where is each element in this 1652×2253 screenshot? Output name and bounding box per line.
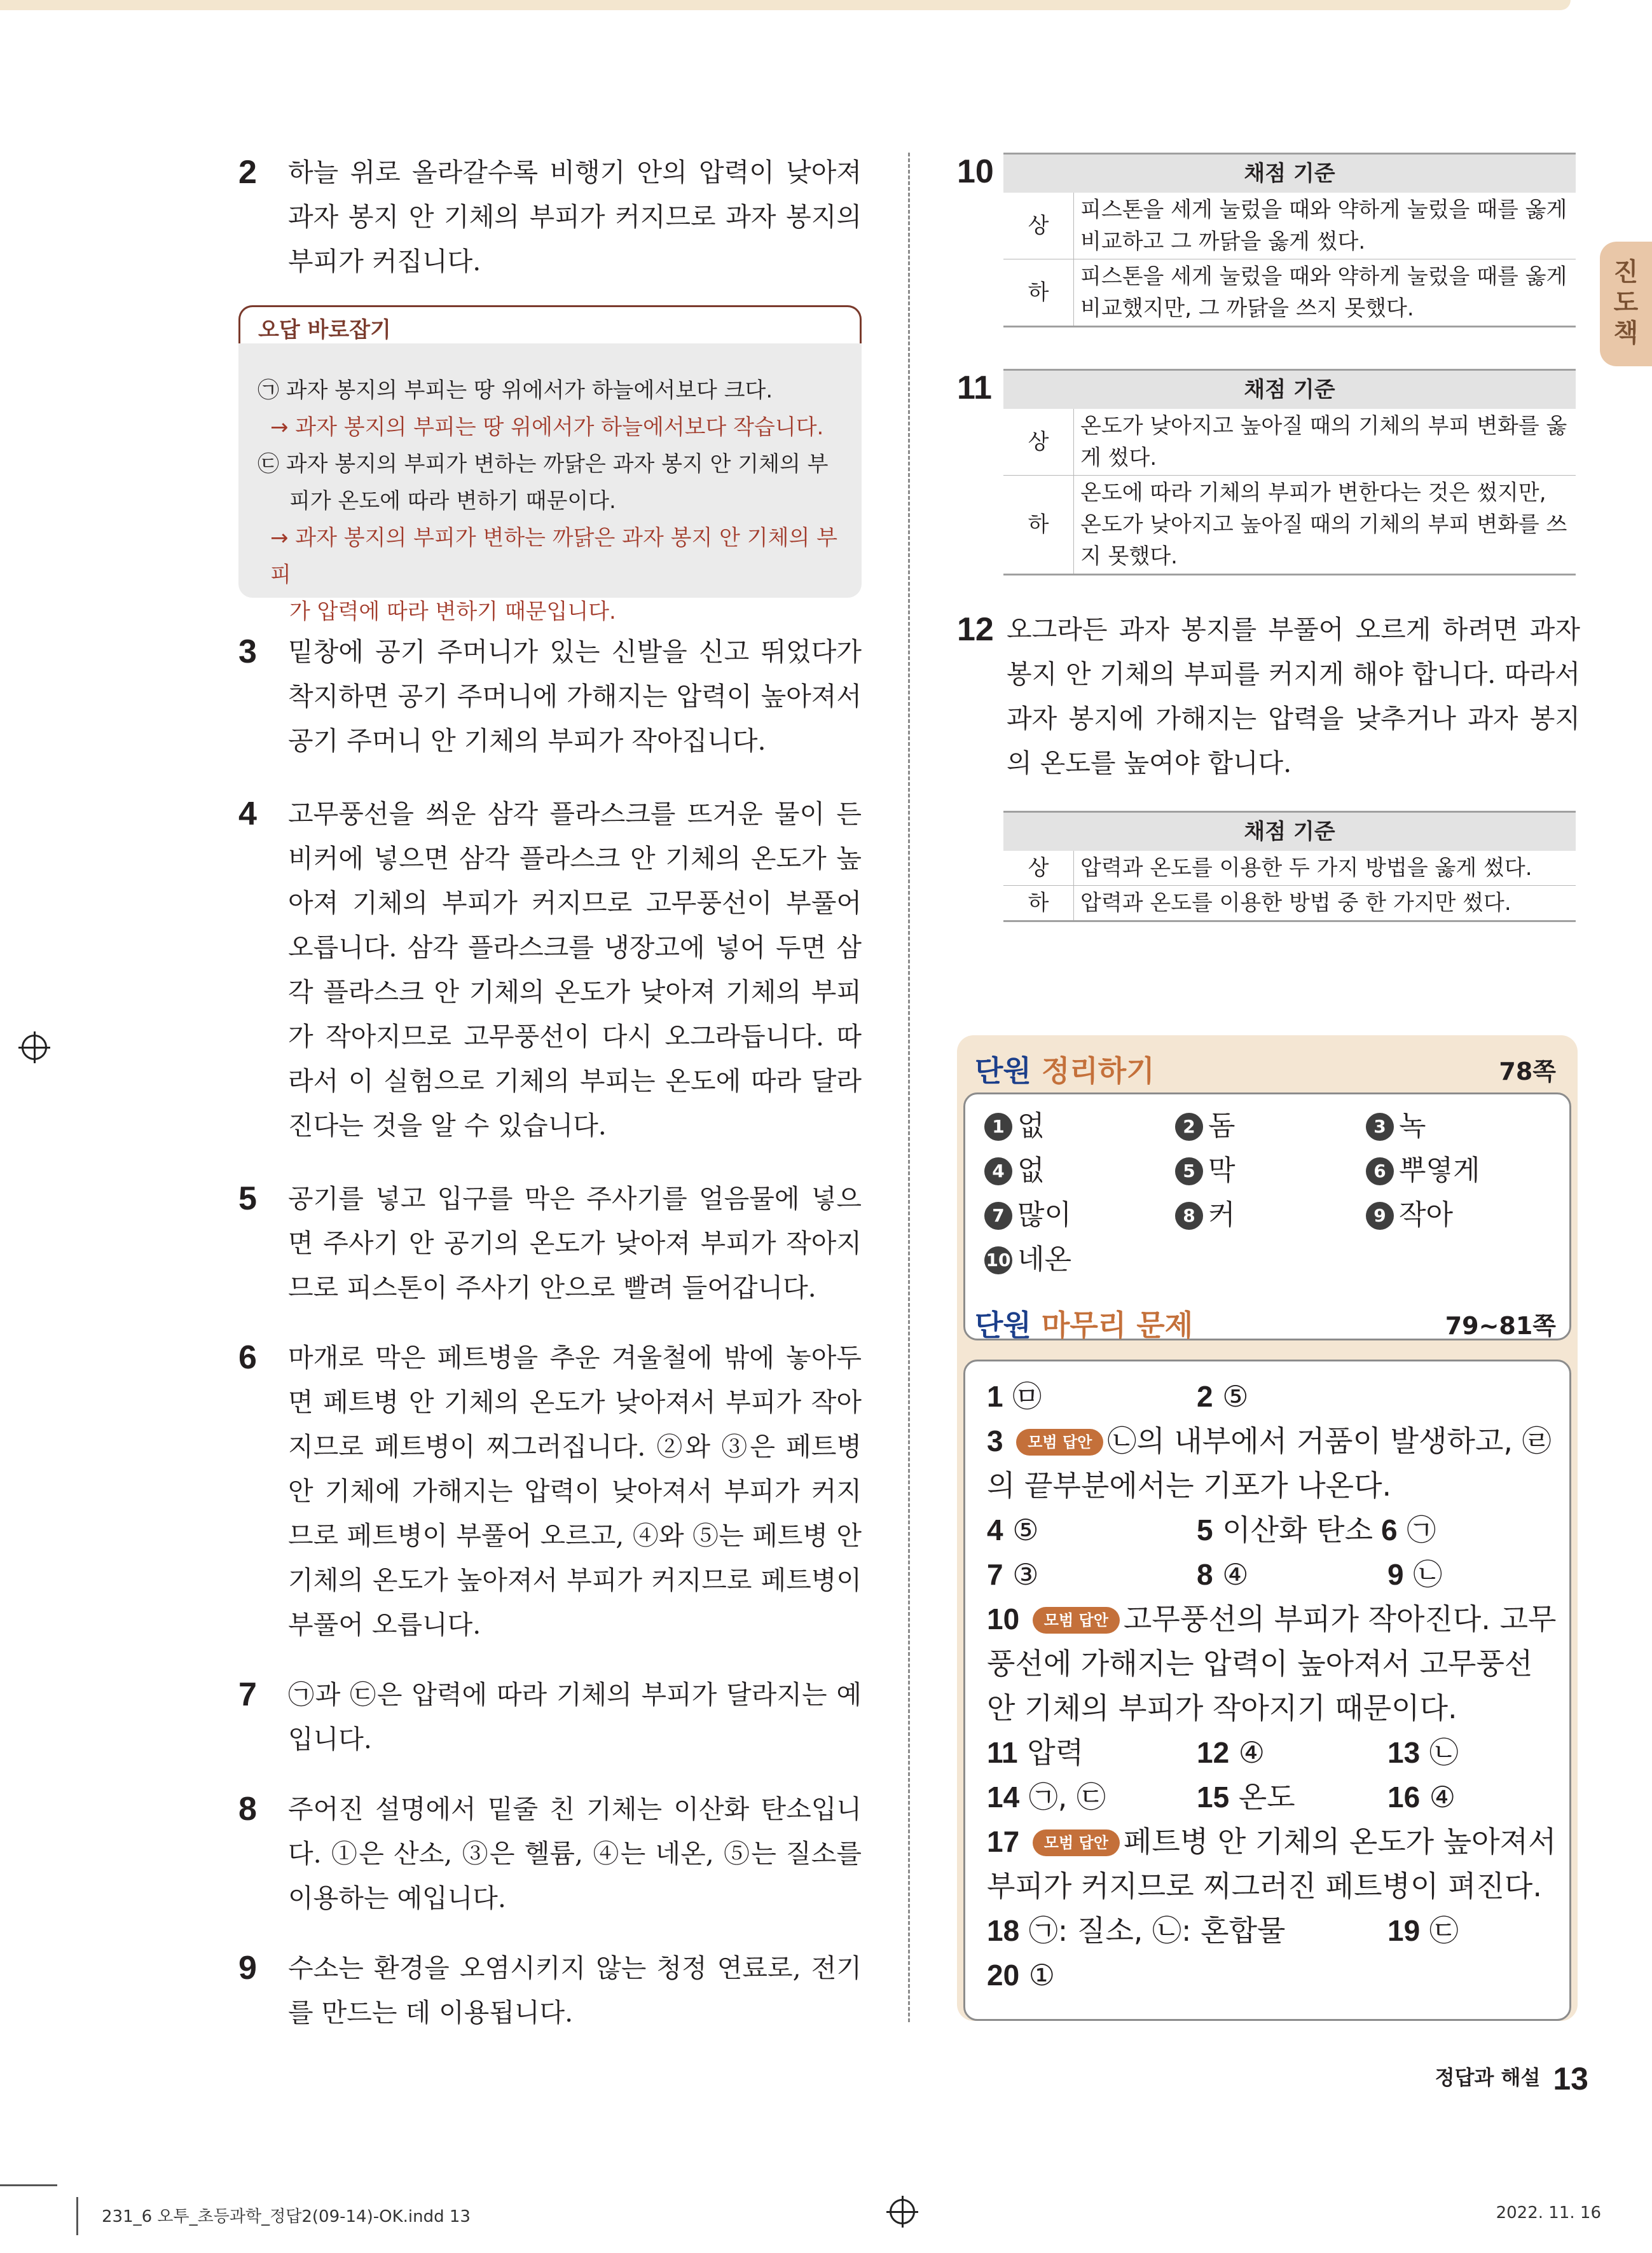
fix-box-header bbox=[238, 305, 862, 343]
level: 하 bbox=[1003, 476, 1074, 575]
page-footer bbox=[1435, 2060, 1588, 2097]
summary-item bbox=[1175, 1107, 1236, 1145]
fix-line: 피가 온도에 따라 변하기 때문이다. bbox=[289, 488, 616, 514]
answer-number: 15 bbox=[1197, 1781, 1230, 1814]
item-text: 오그라든 과자 봉지를 부풀어 오르게 하려면 과자 봉지 안 기체의 부피를 커지게 해야 합니다. 따라서 과자 봉지에 가해지는 압력을 낮추거나 과자 봉지의 온도를 높여야 합니다. bbox=[1007, 614, 1580, 778]
fix-line: ㉠ 과자 봉지의 부피는 땅 위에서가 하늘에서보다 크다. bbox=[258, 378, 773, 403]
item-text: 주어진 설명에서 밑줄 친 기체는 이산화 탄소입니다. ①은 산소, ③은 헬륨, ④는 네온, ⑤는 질소를 이용하는 예입니다. bbox=[288, 1794, 862, 1913]
answer-number: 13 bbox=[1387, 1736, 1421, 1769]
number-badge: 6 bbox=[1366, 1157, 1394, 1185]
footer-label: 정답과 해설 bbox=[1435, 2065, 1541, 2090]
summary-value: 돔 bbox=[1208, 1110, 1236, 1142]
summary-item bbox=[1175, 1152, 1236, 1190]
criteria-text: 압력과 온도를 이용한 두 가지 방법을 옳게 썼다. bbox=[1074, 851, 1576, 886]
item-text: 마개로 막은 페트병을 추운 겨울철에 밖에 놓아두면 페트병 안 기체의 온도가 낮아져서 부피가 작아지므로 페트병이 찌그러집니다. ②와 ③은 페트병 안 기체에 가해지는 압력이 낮아져서 부피가 커지므로 페트병이 부풀어 오르고, ④와 ⑤는 페트병 안 기체의 온도가 높아져서 부피가 커지므로 페트병이 부풀어 오릅니다. bbox=[288, 1342, 862, 1640]
unit-label: 단원 bbox=[975, 1308, 1031, 1342]
answer-number: 8 bbox=[1197, 1558, 1213, 1591]
answer-row bbox=[987, 1419, 1559, 1508]
level: 상 bbox=[1003, 193, 1074, 259]
number-badge: 8 bbox=[1175, 1202, 1203, 1230]
registration-mark-icon bbox=[890, 2199, 915, 2224]
answer-value: ㉡의 내부에서 거품이 발생하고, ㉣의 끝부분에서는 기포가 나온다. bbox=[987, 1424, 1552, 1503]
answer-value: ⑤ bbox=[1012, 1513, 1039, 1547]
criteria-text: 온도에 따라 기체의 부피가 변한다는 것은 썼지만, 온도가 낮아지고 높아질 때의 기체의 부피 변화를 쓰지 못했다. bbox=[1074, 476, 1576, 575]
number-badge: 5 bbox=[1175, 1157, 1203, 1185]
summary-item bbox=[984, 1152, 1045, 1190]
item-text: 밑창에 공기 주머니가 있는 신발을 신고 뛰었다가 착지하면 공기 주머니에 가해지는 압력이 높아져서 공기 주머니 안 기체의 부피가 작아집니다. bbox=[288, 637, 862, 756]
level: 상 bbox=[1003, 409, 1074, 476]
item-text: ㉠과 ㉢은 압력에 따라 기체의 부피가 달라지는 예입니다. bbox=[288, 1679, 862, 1754]
review-page: 79~81쪽 bbox=[1445, 1312, 1556, 1340]
answer-number: 10 bbox=[987, 1602, 1020, 1636]
number-badge: 2 bbox=[1175, 1113, 1203, 1141]
summary-value: 뿌옇게 bbox=[1399, 1154, 1480, 1187]
item-number: 4 bbox=[238, 796, 257, 832]
answer-item-4 bbox=[238, 792, 862, 1148]
level: 상 bbox=[1003, 851, 1074, 886]
answer-value: ⑤ bbox=[1222, 1379, 1249, 1414]
answer-number: 2 bbox=[1197, 1380, 1213, 1413]
answer-item-8 bbox=[238, 1787, 862, 1920]
print-date: 2022. 11. 16 bbox=[1496, 2203, 1601, 2222]
summary-value: 많이 bbox=[1017, 1199, 1072, 1231]
level: 하 bbox=[1003, 259, 1074, 327]
model-answer-badge: 모범 답안 bbox=[1016, 1429, 1103, 1456]
answer-number: 11 bbox=[987, 1736, 1018, 1769]
answer-number: 18 bbox=[987, 1914, 1020, 1947]
criteria-table-10 bbox=[1003, 153, 1576, 327]
answer-value: ㉠, ㉢ bbox=[1028, 1780, 1106, 1814]
answer-number: 4 bbox=[987, 1513, 1003, 1547]
answer-number: 9 bbox=[1387, 1558, 1404, 1591]
summary-heading bbox=[975, 1048, 1155, 1090]
item-number: 3 bbox=[238, 633, 257, 670]
summary-value: 없 bbox=[1017, 1110, 1045, 1142]
file-slug: 231_6 오투_초등과학_정답2(09-14)-OK.indd 13 bbox=[102, 2207, 471, 2226]
unit-review-box bbox=[957, 1035, 1578, 2021]
answer-number: 5 bbox=[1197, 1513, 1213, 1547]
item-text: 고무풍선을 씌운 삼각 플라스크를 뜨거운 물이 든 비커에 넣으면 삼각 플라스크 안 기체의 온도가 높아져 기체의 부피가 커지므로 고무풍선이 부풀어 오릅니다. 삼각 플라스크를 냉장고에 넣어 두면 삼각 플라스크 안 기체의 온도가 낮아져 기체의 부피가 작아지므로 고무풍선이 다시 오그라듭니다. 따라서 이 실험으로 기체의 부피는 온도에 따라 달라진다는 것을 알 수 있습니다. bbox=[288, 799, 862, 1141]
summary-value: 막 bbox=[1208, 1154, 1236, 1187]
answer-row bbox=[987, 1730, 1559, 1775]
answer-row bbox=[987, 1508, 1559, 1552]
answer-value: 이산화 탄소 bbox=[1222, 1513, 1373, 1547]
crop-mark bbox=[76, 2197, 78, 2235]
answer-value: ㉢ bbox=[1429, 1913, 1459, 1948]
number-badge: 3 bbox=[1366, 1113, 1394, 1141]
question-number-10: 10 bbox=[957, 153, 994, 190]
item-number: 8 bbox=[238, 1791, 257, 1828]
registration-mark-icon bbox=[22, 1035, 47, 1060]
summary-item bbox=[984, 1196, 1071, 1234]
model-answer-badge: 모범 답안 bbox=[1033, 1829, 1120, 1856]
answer-row bbox=[987, 1953, 1559, 1997]
summary-value: 없 bbox=[1017, 1154, 1045, 1187]
answer-number: 14 bbox=[987, 1781, 1020, 1814]
answer-row bbox=[987, 1552, 1559, 1597]
number-badge: 4 bbox=[984, 1157, 1012, 1185]
number-badge: 9 bbox=[1366, 1202, 1394, 1230]
answer-row bbox=[987, 1374, 1559, 1419]
answer-row bbox=[987, 1775, 1559, 1819]
criteria-header: 채점 기준 bbox=[1003, 154, 1576, 193]
item-number: 5 bbox=[238, 1180, 257, 1217]
number-badge: 7 bbox=[984, 1202, 1012, 1230]
summary-title: 정리하기 bbox=[1041, 1054, 1155, 1088]
review-panel bbox=[963, 1360, 1571, 2021]
answer-number: 1 bbox=[987, 1380, 1003, 1413]
summary-item bbox=[1175, 1196, 1236, 1234]
model-answer-badge: 모범 답안 bbox=[1033, 1607, 1120, 1634]
answer-item-2 bbox=[238, 150, 862, 284]
answer-number: 6 bbox=[1381, 1513, 1398, 1547]
fix-correction: 가 압력에 따라 변하기 때문입니다. bbox=[289, 599, 616, 624]
criteria-text: 압력과 온도를 이용한 방법 중 한 가지만 썼다. bbox=[1074, 886, 1576, 921]
summary-value: 녹 bbox=[1399, 1110, 1426, 1142]
item-text: 수소는 환경을 오염시키지 않는 청정 연료로, 전기를 만드는 데 이용됩니다. bbox=[288, 1953, 862, 2028]
summary-value: 작아 bbox=[1399, 1199, 1454, 1231]
question-number-11: 11 bbox=[957, 369, 992, 406]
item-text: 하늘 위로 올라갈수록 비행기 안의 압력이 낮아져 과자 봉지 안 기체의 부피가 커지므로 과자 봉지의 부피가 커집니다. bbox=[288, 157, 862, 277]
top-band bbox=[0, 0, 1571, 10]
criteria-text: 피스톤을 세게 눌렀을 때와 약하게 눌렀을 때를 옳게 비교했지만, 그 까닭을 쓰지 못했다. bbox=[1074, 259, 1576, 327]
criteria-text: 피스톤을 세게 눌렀을 때와 약하게 눌렀을 때를 옳게 비교하고 그 까닭을 옳게 썼다. bbox=[1074, 193, 1576, 259]
fix-box-body bbox=[258, 372, 849, 630]
answer-item-5 bbox=[238, 1176, 862, 1310]
review-title: 마무리 문제 bbox=[1041, 1308, 1194, 1342]
level: 하 bbox=[1003, 886, 1074, 921]
fix-box bbox=[238, 305, 862, 624]
answer-item-3 bbox=[238, 630, 862, 763]
answer-value: ④ bbox=[1429, 1780, 1456, 1814]
fix-box-title: 오답 바로잡기 bbox=[258, 317, 391, 343]
answer-number: 17 bbox=[987, 1825, 1020, 1858]
answer-row bbox=[987, 1908, 1559, 1953]
answer-number: 3 bbox=[987, 1424, 1003, 1457]
unit-label: 단원 bbox=[975, 1054, 1031, 1088]
summary-item bbox=[984, 1241, 1071, 1279]
item-number: 12 bbox=[957, 611, 994, 648]
answer-value: ㉡ bbox=[1413, 1557, 1443, 1592]
number-badge: 10 bbox=[984, 1246, 1012, 1274]
answer-number: 19 bbox=[1387, 1914, 1421, 1947]
fix-correction: → 과자 봉지의 부피가 변하는 까닭은 과자 봉지 안 기체의 부피 bbox=[270, 525, 837, 588]
answer-number: 16 bbox=[1387, 1781, 1421, 1814]
side-tab-label: 진도책 bbox=[1613, 258, 1639, 348]
answer-number: 12 bbox=[1197, 1736, 1230, 1769]
summary-item bbox=[1366, 1152, 1480, 1190]
criteria-text: 온도가 낮아지고 높아질 때의 기체의 부피 변화를 옳게 썼다. bbox=[1074, 409, 1576, 476]
answer-row bbox=[987, 1597, 1559, 1730]
column-divider bbox=[908, 153, 910, 2022]
criteria-header: 채점 기준 bbox=[1003, 812, 1576, 851]
answer-value: ㉠ bbox=[1407, 1513, 1436, 1547]
answer-value: ㉤ bbox=[1012, 1379, 1042, 1414]
answer-item-12 bbox=[957, 607, 1580, 785]
answer-number: 20 bbox=[987, 1959, 1020, 1992]
summary-item bbox=[984, 1107, 1045, 1145]
answer-row bbox=[987, 1819, 1559, 1908]
answer-item-9 bbox=[238, 1946, 862, 2035]
crop-mark bbox=[0, 2184, 57, 2186]
item-number: 9 bbox=[238, 1950, 257, 1987]
answer-value: ④ bbox=[1222, 1557, 1249, 1592]
answer-item-6 bbox=[238, 1335, 862, 1647]
answer-number: 7 bbox=[987, 1558, 1003, 1591]
answer-value: ㉡ bbox=[1429, 1735, 1459, 1770]
summary-item bbox=[1366, 1196, 1453, 1234]
item-number: 6 bbox=[238, 1339, 257, 1376]
fix-correction: → 과자 봉지의 부피는 땅 위에서가 하늘에서보다 작습니다. bbox=[270, 415, 824, 440]
answer-value: 고무풍선의 부피가 작아진다. 고무풍선에 가해지는 압력이 높아져서 고무풍선 안 기체의 부피가 작아지기 때문이다. bbox=[987, 1602, 1557, 1725]
answer-value: 온도 bbox=[1238, 1780, 1295, 1814]
criteria-table-11 bbox=[1003, 369, 1576, 575]
summary-page: 78쪽 bbox=[1499, 1058, 1556, 1085]
answer-value: 페트병 안 기체의 온도가 높아져서 부피가 커지므로 찌그러진 페트병이 펴진다. bbox=[987, 1824, 1557, 1903]
answer-value: ① bbox=[1028, 1958, 1056, 1992]
criteria-table-12 bbox=[1003, 811, 1576, 922]
fix-line: ㉢ 과자 봉지의 부피가 변하는 까닭은 과자 봉지 안 기체의 부 bbox=[258, 451, 829, 477]
summary-item bbox=[1366, 1107, 1426, 1145]
answer-item-7 bbox=[238, 1672, 862, 1761]
summary-value: 네온 bbox=[1017, 1243, 1072, 1276]
summary-value: 커 bbox=[1208, 1199, 1236, 1231]
item-number: 7 bbox=[238, 1676, 257, 1713]
item-text: 공기를 넣고 입구를 막은 주사기를 얼음물에 넣으면 주사기 안 공기의 온도가 낮아져 부피가 작아지므로 피스톤이 주사기 안으로 빨려 들어갑니다. bbox=[288, 1183, 862, 1303]
answer-value: 압력 bbox=[1027, 1735, 1084, 1770]
answer-value: ④ bbox=[1238, 1735, 1265, 1770]
item-number: 2 bbox=[238, 154, 257, 191]
answer-value: ③ bbox=[1012, 1557, 1039, 1592]
page-number: 13 bbox=[1553, 2061, 1588, 2097]
criteria-header: 채점 기준 bbox=[1003, 370, 1576, 410]
review-heading bbox=[975, 1302, 1193, 1344]
number-badge: 1 bbox=[984, 1113, 1012, 1141]
answer-value: ㉠: 질소, ㉡: 혼합물 bbox=[1028, 1913, 1286, 1948]
side-tab bbox=[1600, 242, 1652, 366]
